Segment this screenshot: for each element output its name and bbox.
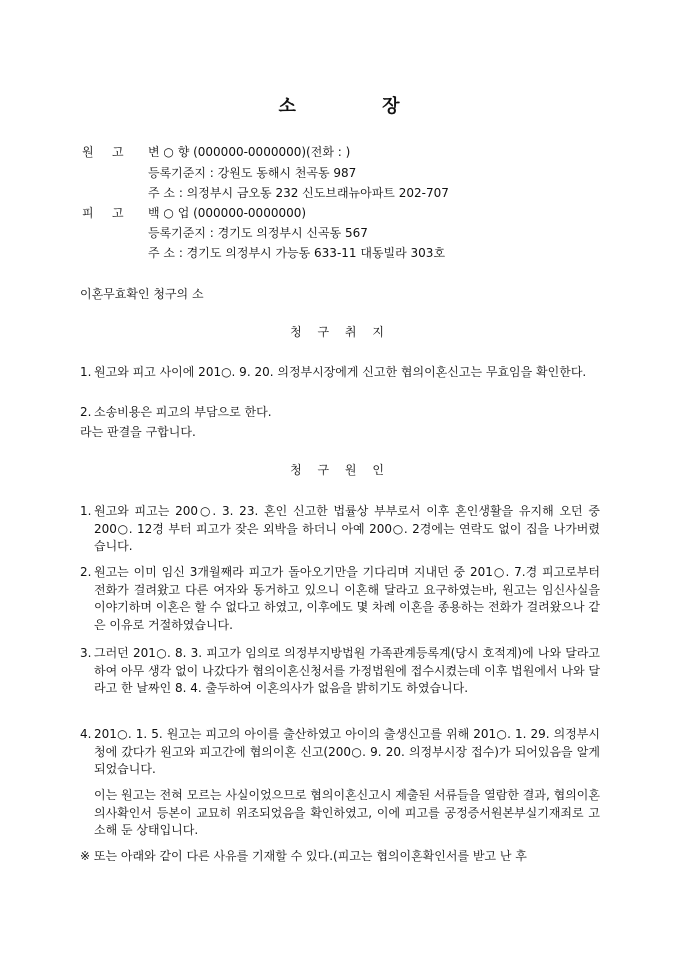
cause-item: 3. 그러던 201○. 8. 3. 피고가 임의로 의정부지방법원 가족관계등록계(당시 호적계)에 나와 달라고 하여 아무 생각 없이 나갔다가 협의이혼신청서를 가정법원에 접수시켰는데 이후 법원에서 나와 달라고 한 날짜인 8. 4. 출두하여 이혼의사가 없음을 밝히기도 하였습니다. [80,646,600,695]
cause-paragraph: 이는 원고는 전혀 모르는 사실이었으므로 협의이혼신고시 제출된 서류들을 열람한 결과, 협의이혼의사확인서 등본이 교묘히 위조되었음을 확인하였고, 이에 피고를 공정증서원본부실기재죄로 고소해 둔 상태입니다. [94,788,600,837]
cause-item: 1. 원고와 피고는 200○. 3. 23. 혼인 신고한 법률상 부부로서 이후 혼인생활을 유지해 오던 중 200○. 12경 부터 피고가 잦은 외박을 하더니 아예 200○. 2경에는 연락도 없이 집을 나가버렸습니다. [80,504,600,553]
claim-heading: 청 구 취 지 [290,325,390,339]
title-char-2: 장 [382,96,402,117]
case-name: 이혼무효확인 청구의 소 [80,287,204,301]
cause-heading: 청 구 원 인 [290,463,390,477]
claim-item: 1. 원고와 피고 사이에 201○. 9. 20. 의정부시장에게 신고한 협의이혼신고는 무효임을 확인한다. [80,365,587,379]
claim-item: 2. 소송비용은 피고의 부담으로 한다. [80,405,272,419]
plaintiff-address: 주 소 : 의정부시 금오동 232 신도브래뉴아파트 202-707 [148,186,449,200]
defendant-name: 백 ○ 업 (000000-0000000) [148,206,307,220]
plaintiff-registry: 등록기준지 : 강원도 동해시 천곡동 987 [148,166,357,180]
note-line: ※ 또는 아래와 같이 다른 사유를 기재할 수 있다.(피고는 협의이혼확인서를 받고 난 후 [80,849,527,863]
cause-item: 4. 201○. 1. 5. 원고는 피고의 아이를 출산하였고 아이의 출생신고를 위해 201○. 1. 29. 의정부시청에 갔다가 원고와 피고간에 협의이혼 신고(200○. 9. 20. 의정부시장 접수)가 되어있음을 알게 되었습니다. [80,727,600,776]
claim-closing: 라는 판결을 구합니다. [80,425,196,439]
plaintiff-name: 변 ○ 향 (000000-0000000)(전화 : ) [148,145,351,159]
defendant-address: 주 소 : 경기도 의정부시 가능동 633-11 대동빌라 303호 [148,246,446,260]
defendant-role: 피 고 [82,206,124,220]
title-char-1: 소 [278,96,298,117]
cause-item: 2. 원고는 이미 임신 3개월째라 피고가 돌아오기만을 기다리며 지내던 중 201○. 7.경 피고로부터 전화가 걸려왔고 다른 여자와 동거하고 있으니 이혼해 달라고 요구하였는바, 원고는 임신사실을 이야기하며 이혼은 할 수 없다고 하였고, 이후에도 몇 차례 이혼을 종용하는 전화가 걸려왔으나 같은 이유로 거절하였습니다. [80,565,600,632]
document-title [0,92,680,118]
defendant-registry: 등록기준지 : 경기도 의정부시 신곡동 567 [148,226,368,240]
plaintiff-role: 원 고 [82,145,124,159]
